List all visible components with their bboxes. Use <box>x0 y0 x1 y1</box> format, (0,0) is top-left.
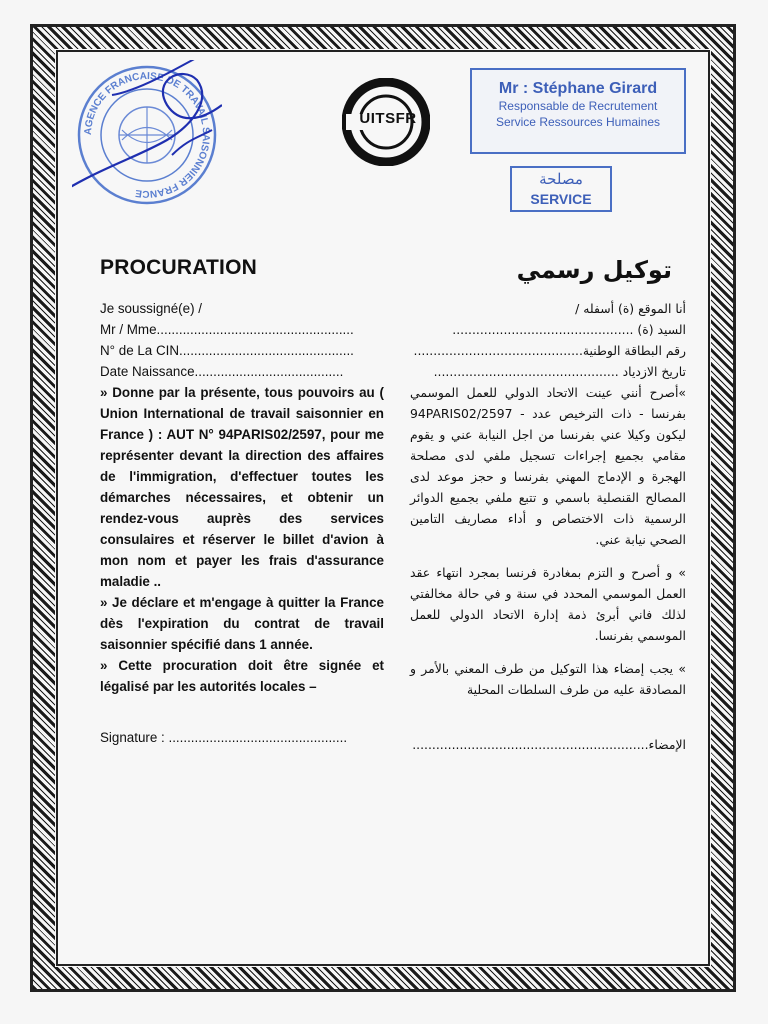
uitsfr-logo-text: UITSFR <box>359 110 417 127</box>
french-paragraph-commitment: » Je déclare et m'engage à quitter la France dès l'expiration du contrat de travail saisonnier spécifié dans 1 année. <box>100 595 384 652</box>
field-birthdate: Date Naissance........................................ <box>100 364 344 379</box>
title-arabic: توكيل رسمي <box>516 256 672 284</box>
service-stamp-arabic: مصلحة <box>539 171 583 188</box>
recruiter-stamp <box>470 68 686 154</box>
recruiter-role: Responsable de Recrutement <box>498 99 658 113</box>
arabic-paragraph-commitment: » و أصرح و التزم بمغادرة فرنسا بمجرد انتهاء عقد العمل الموسمي المحدد في سنة و في حالة مخالفتي لذلك فاني أبرئ ذمة إدارة الاتحاد الدولي للعمل الموسمي بفرنسا. <box>410 565 686 643</box>
field-soussigne: Je soussigné(e) / <box>100 301 202 316</box>
french-column <box>100 298 384 748</box>
french-signature-line: Signature : ................................................ <box>100 730 348 745</box>
service-stamp <box>510 166 612 212</box>
title-french: PROCURATION <box>100 256 257 279</box>
round-agency-stamp <box>72 60 222 210</box>
arabic-paragraph-mandate: »أصرح أنني عينت الاتحاد الدولي للعمل الموسمي بفرنسا - ذات الترخيص عدد - 94PARIS02/2597 ليكون وكيلا عني بفرنسا من اجل النيابة عني و يقوم مقامي بجميع إجراءات تسجيل ملفي لدى مصلحة الهجرة و الإدماج المهني بفرنسا و حجز موعد لدى المصالح القنصلية باسمي و تتبع ملفي بجميع الدوائر الرسمية ذات الاختصاص و أداء مصاريف التامين الصحي نيابة عني. <box>410 385 686 547</box>
arabic-paragraph-legalization: » يجب إمضاء هذا التوكيل من طرف المعني بالأمر و المصادقة عليه من طرف السلطات المحلية <box>410 661 686 697</box>
arabic-field-birthdate: تاريخ الازدياد ............................................... <box>433 364 686 379</box>
field-name: Mr / Mme..................................................... <box>100 322 354 337</box>
recruiter-name: Mr : Stéphane Girard <box>498 80 658 97</box>
arabic-column <box>410 298 686 755</box>
arabic-field-soussigne: أنا الموقع (ة) أسفله / <box>575 301 686 316</box>
arabic-field-name: السيد (ة) .............................................. <box>452 322 686 337</box>
recruiter-department: Service Ressources Humaines <box>495 115 661 129</box>
round-stamp-text: AGENCE FRANCAISE DE TRAVAIL SAISONNIER FRANCE <box>82 70 212 200</box>
french-paragraph-mandate: » Donne par la présente, tous pouvoirs au ( Union International de travail saisonnier en France ) : AUT N° 94PARIS02/2597, pour me représenter devant la direction des affaires de l'immigration, d'effectuer toutes les démarches nécessaires, et obtenir un rendez-vous auprès des services consulaires et réserver le billet d'avion à mon nom et payer les frais d'assurance maladie .. <box>100 385 384 589</box>
arabic-field-cin: رقم البطاقة الوطنية........................................... <box>413 343 686 358</box>
arabic-signature-line: الإمضاء............................................................ <box>412 737 686 752</box>
service-stamp-english: SERVICE <box>530 191 592 207</box>
field-cin: N° de La CIN............................................... <box>100 343 354 358</box>
french-paragraph-legalization: » Cette procuration doit être signée et légalisé par les autorités locales – <box>100 658 384 694</box>
